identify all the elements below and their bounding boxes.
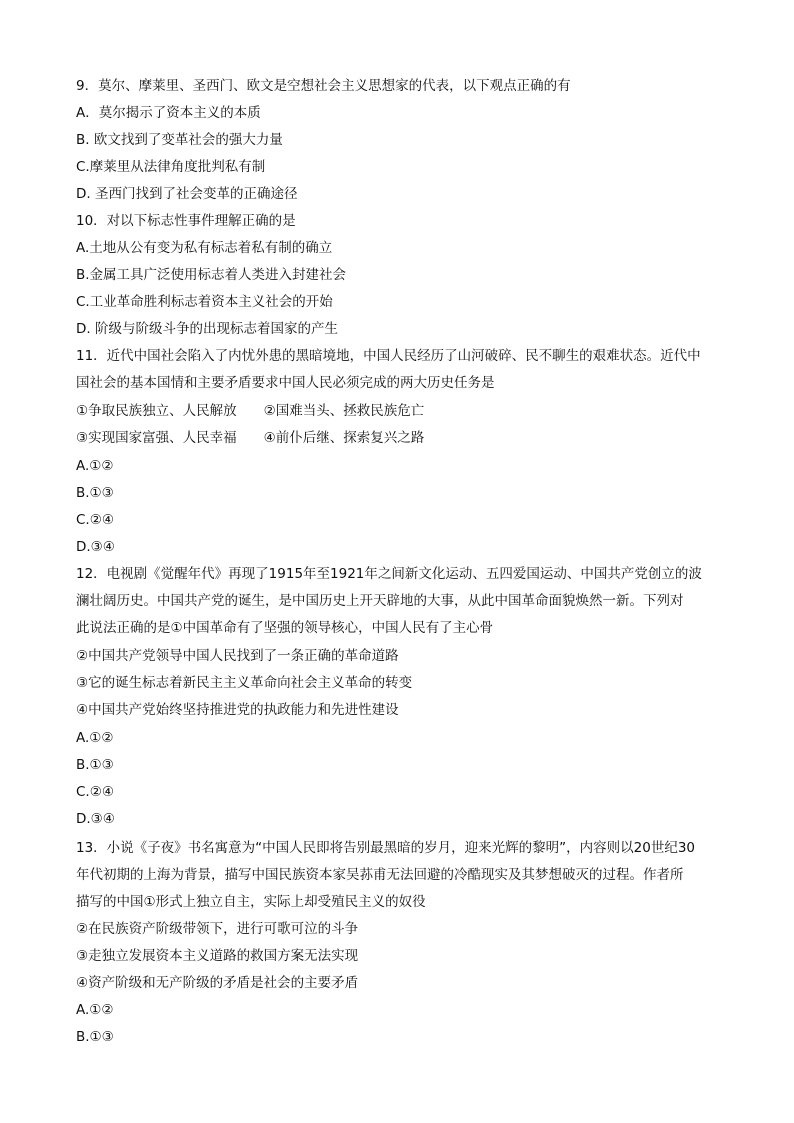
question-11-line-4: ③实现国家富强、人民幸福 ④前仆后继、探索复兴之路: [76, 430, 425, 446]
question-11-line-1: 11．近代中国社会陷入了内忧外患的黑暗境地，中国人民经历了山河破碎、民不聊生的艰难状态。近代中: [76, 348, 701, 364]
question-13-line-8: B.①③: [76, 1029, 114, 1045]
question-10-line-1: 10．对以下标志性事件理解正确的是: [76, 213, 296, 229]
question-13-line-6: ④资产阶级和无产阶级的矛盾是社会的主要矛盾: [76, 975, 359, 991]
question-11-line-5: A.①②: [76, 458, 114, 474]
question-10-line-4: C.工业革命胜利标志着资本主义社会的开始: [76, 294, 333, 310]
question-12-line-9: C.②④: [76, 784, 114, 800]
question-11-line-6: B.①③: [76, 485, 114, 501]
question-12-line-4: ②中国共产党领导中国人民找到了一条正确的革命道路: [76, 648, 399, 664]
question-12-line-1: 12．电视剧《觉醒年代》再现了1915年至1921年之间新文化运动、五四爱国运动、中国共产党创立的波: [76, 566, 702, 582]
question-10-line-2: A.土地从公有变为私有标志着私有制的确立: [76, 240, 333, 256]
question-13-line-3: 描写的中国①形式上独立自主，实际上却受殖民主义的奴役: [76, 894, 426, 910]
question-12-line-8: B.①③: [76, 757, 114, 773]
question-10-line-3: B.金属工具广泛使用标志着人类进入封建社会: [76, 267, 347, 283]
question-13-line-5: ③走独立发展资本主义道路的救国方案无法实现: [76, 948, 359, 964]
question-9-line-3: B. 欧文找到了变革社会的强大力量: [76, 132, 283, 148]
question-11-line-2: 国社会的基本国情和主要矛盾要求中国人民必须完成的两大历史任务是: [76, 375, 495, 391]
question-12-line-3: 此说法正确的是①中国革命有了坚强的领导核心，中国人民有了主心骨: [76, 620, 494, 636]
question-11-line-3: ①争取民族独立、人民解放 ②国难当头、拯救民族危亡: [76, 403, 425, 419]
question-13-line-4: ②在民族资产阶级带领下，进行可歌可泣的斗争: [76, 921, 359, 937]
question-9-line-1: 9．莫尔、摩莱里、圣西门、欧文是空想社会主义思想家的代表，以下观点正确的有: [76, 78, 571, 94]
question-12-line-10: D.③④: [76, 811, 115, 827]
question-12-line-5: ③它的诞生标志着新民主主义革命向社会主义革命的转变: [76, 675, 413, 691]
question-9-line-4: C.摩莱里从法律角度批判私有制: [76, 159, 266, 175]
question-13-line-7: A.①②: [76, 1002, 114, 1018]
question-10-line-5: D. 阶级与阶级斗争的出现标志着国家的产生: [76, 321, 338, 337]
question-11-line-7: C.②④: [76, 512, 114, 528]
question-13-line-2: 年代初期的上海为背景，描写中国民族资本家吴荪甫无法回避的冷酷现实及其梦想破灭的过程。作者所: [76, 867, 684, 883]
question-12-line-7: A.①②: [76, 730, 114, 746]
question-11-line-8: D.③④: [76, 539, 115, 555]
question-9-line-5: D. 圣西门找到了社会变革的正确途径: [76, 186, 298, 202]
question-12-line-2: 澜壮阔历史。中国共产党的诞生，是中国历史上开天辟地的大事，从此中国革命面貌焕然一新。下列对: [76, 593, 684, 609]
question-12-line-6: ④中国共产党始终坚持推进党的执政能力和先进性建设: [76, 702, 399, 718]
question-9-line-2: A．莫尔揭示了资本主义的本质: [76, 105, 261, 121]
question-13-line-1: 13．小说《子夜》书名寓意为“中国人民即将告别最黑暗的岁月，迎来光辉的黎明”，内容则以20世纪30: [76, 840, 696, 856]
